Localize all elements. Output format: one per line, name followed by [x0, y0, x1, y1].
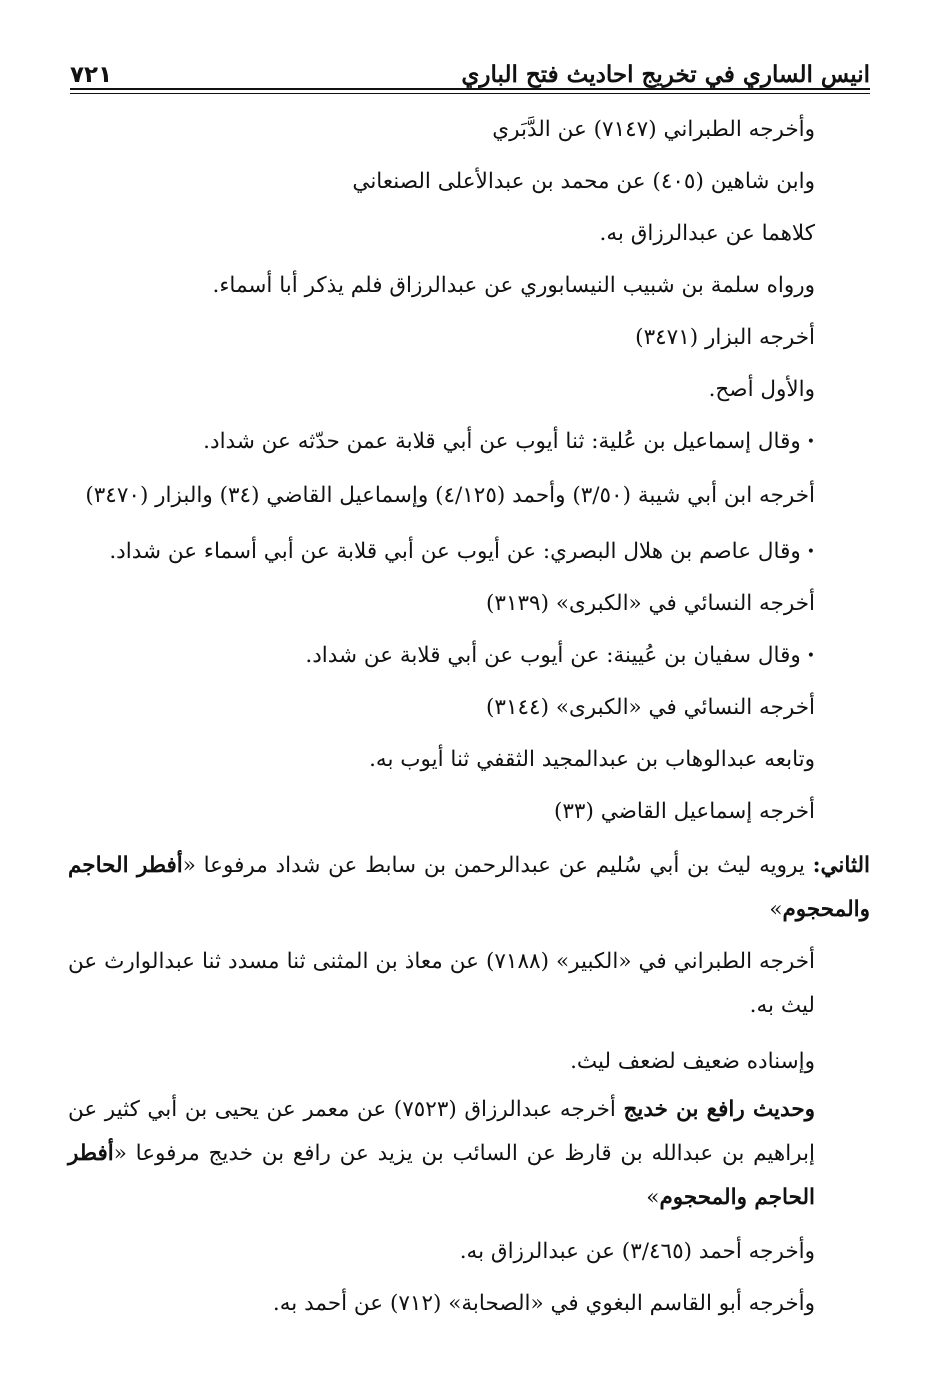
- bullet-text: وقال عاصم بن هلال البصري: عن أيوب عن أبي قلابة عن أبي أسماء عن شداد.: [109, 539, 801, 564]
- bullet-line: [68, 630, 870, 682]
- bullet-marker: •: [806, 544, 815, 560]
- text-line: وأخرجه أبو القاسم البغوي في «الصحابة» (٧١٢) عن أحمد به.: [272, 1291, 815, 1316]
- bullet-marker: •: [806, 434, 815, 450]
- text-line: أخرجه النسائي في «الكبرى» (٣١٤٤): [486, 695, 815, 720]
- text-line: وابن شاهين (٤٠٥) عن محمد بن عبدالأعلى الصنعاني: [352, 169, 815, 194]
- text-line: وإسناده ضعيف لضعف ليث.: [570, 1049, 815, 1074]
- paragraph-text: أخرجه عبدالرزاق (٧٥٢٣) عن معمر عن يحيى بن أبي كثير عن إبراهيم بن عبدالله بن قارظ عن السائب بن يزيد عن رافع بن خديج مرفوعا «: [68, 1097, 815, 1166]
- text-line: أخرجه إسماعيل القاضي (٣٣): [553, 799, 815, 824]
- page-number: ٧٢١: [70, 62, 113, 88]
- page-header: [70, 48, 870, 88]
- text-line: وأخرجه أحمد (٣/٤٦٥) عن عبدالرزاق به.: [459, 1239, 815, 1264]
- bullet-text: وقال سفيان بن عُيينة: عن أيوب عن أبي قلابة عن شداد.: [305, 643, 801, 668]
- quote-close: »: [646, 1185, 660, 1210]
- text-paragraph: [68, 844, 870, 932]
- bullet-line: [68, 416, 870, 468]
- text-paragraph: أخرجه الطبراني في «الكبير» (٧١٨٨) عن معاذ بن المثنى ثنا مسدد ثنا عبدالوارث عن ليث به.: [68, 949, 815, 1018]
- section-label: الثاني:: [812, 853, 870, 878]
- header-rule-thin: [70, 93, 870, 94]
- paragraph-text: يرويه ليث بن أبي سُليم عن عبدالرحمن بن سابط عن شداد مرفوعا «: [182, 853, 805, 878]
- text-line: كلاهما عن عبدالرزاق به.: [599, 221, 815, 246]
- book-title: انيس الساري في تخريج احاديث فتح الباري: [461, 61, 870, 88]
- bullet-marker: •: [806, 648, 815, 664]
- text-line: أخرجه البزار (٣٤٧١): [635, 325, 815, 350]
- text-line: وتابعه عبدالوهاب بن عبدالمجيد الثقفي ثنا أيوب به.: [369, 747, 815, 772]
- hadith-source-label: وحديث رافع بن خديج: [623, 1097, 816, 1122]
- text-paragraph: [68, 1088, 870, 1220]
- page-body: [68, 104, 870, 1330]
- quote-close: »: [769, 897, 783, 922]
- text-paragraph: أخرجه ابن أبي شيبة (٣/٥٠) وأحمد (٤/١٢٥) وإسماعيل القاضي (٣٤) والبزار (٣٤٧٠): [85, 483, 815, 508]
- text-line: ورواه سلمة بن شبيب النيسابوري عن عبدالرزاق فلم يذكر أبا أسماء.: [212, 273, 815, 298]
- bullet-text: وقال إسماعيل بن عُلية: ثنا أيوب عن أبي قلابة عمن حدّثه عن شداد.: [203, 429, 801, 454]
- hadith-text: أفطر الحاجم والمحجوم: [68, 853, 870, 922]
- bullet-line: [68, 526, 870, 578]
- text-line: أخرجه النسائي في «الكبرى» (٣١٣٩): [486, 591, 815, 616]
- text-line: والأول أصح.: [708, 377, 815, 402]
- text-line: وأخرجه الطبراني (٧١٤٧) عن الدَّبَري: [492, 117, 815, 142]
- hadith-text: أفطر الحاجم والمحجوم: [68, 1141, 815, 1210]
- header-rule-thick: [70, 88, 870, 90]
